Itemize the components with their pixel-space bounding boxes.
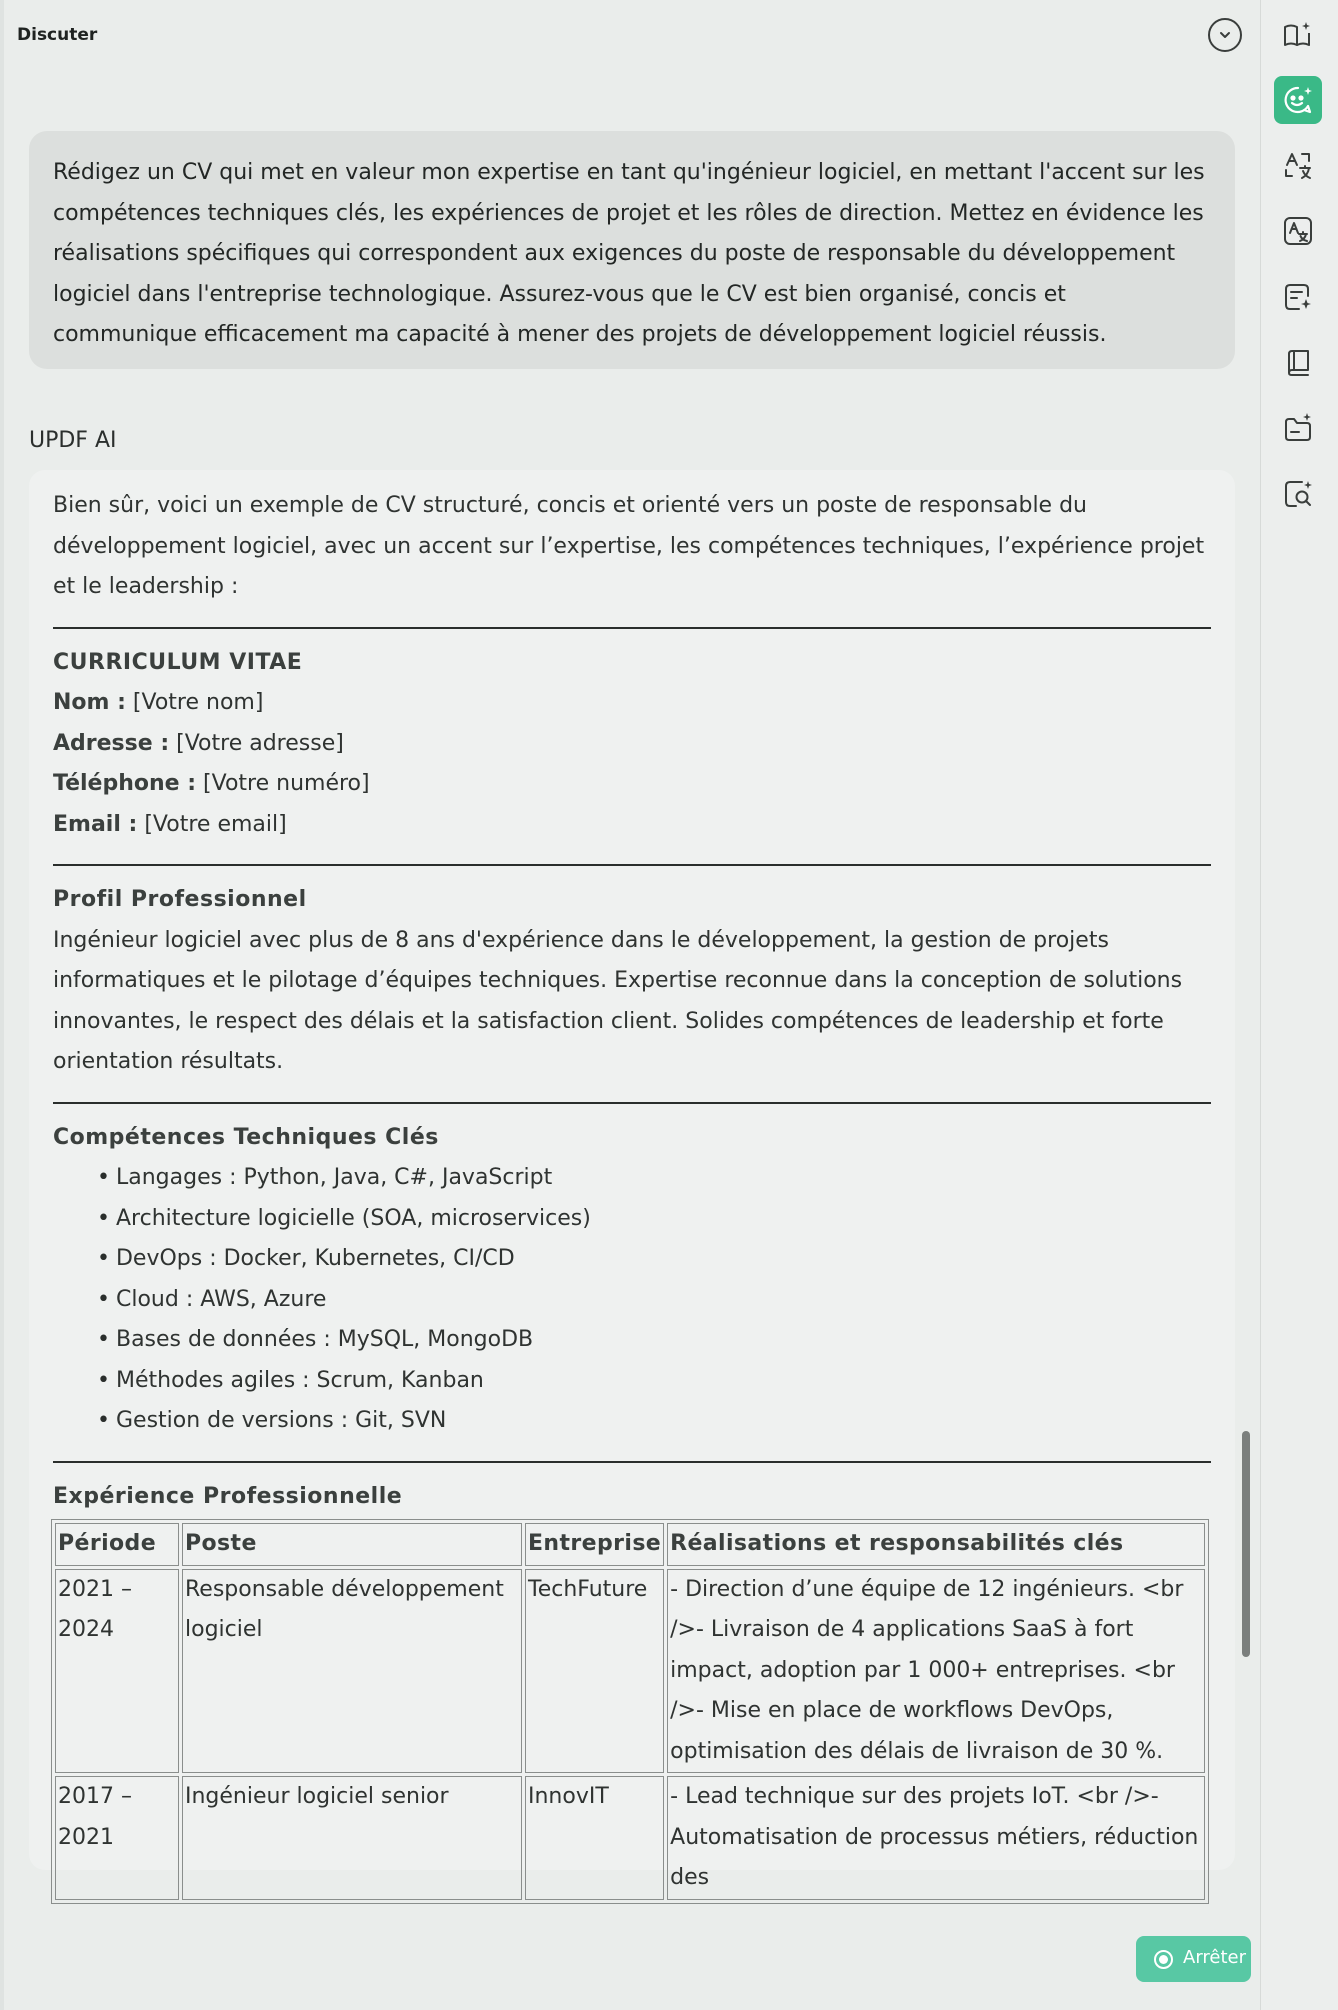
profile-title: Profil Professionnel bbox=[53, 887, 307, 912]
sidebar-item-translate[interactable] bbox=[1274, 142, 1322, 190]
history-button[interactable] bbox=[1208, 18, 1242, 52]
ai-response bbox=[29, 470, 1235, 1890]
summarize-icon bbox=[1282, 281, 1314, 313]
stop-button[interactable] bbox=[1136, 1936, 1251, 1982]
column-header: Poste bbox=[182, 1523, 522, 1566]
skill-item: • Langages : Python, Java, C#, JavaScript bbox=[97, 1158, 1211, 1199]
scrollbar-thumb[interactable] bbox=[1242, 1431, 1250, 1657]
cv-title: CURRICULUM VITAE bbox=[53, 649, 303, 675]
column-header: Période bbox=[55, 1523, 179, 1566]
contact-name bbox=[53, 683, 1211, 724]
profile-text: Ingénieur logiciel avec plus de 8 ans d'expérience dans le développement, la gestion de projets informatiques et le pilotage d’équipes techniques. Expertise reconnue dans la conception de solutions innovantes, le respect des délais et la satisfaction client. Solides compétences de leadership et forte orientation résultats. bbox=[53, 927, 1183, 1074]
table-cell: Ingénieur logiciel senior bbox=[182, 1776, 522, 1900]
divider bbox=[53, 627, 1211, 629]
stop-icon bbox=[1154, 1950, 1173, 1969]
user-message: Rédigez un CV qui met en valeur mon expertise en tant qu'ingénieur logiciel, en mettant l'accent sur les compétences techniques clés, les expériences de projet et les rôles de direction. Mettez en évidence les réalisations spécifiques qui correspondent aux exigences du poste de responsable du développement logiciel dans l'entreprise technologique. Assurez-vous que le CV est bien organisé, concis et communique efficacement ma capacité à mener des projets de développement logiciel réussis. bbox=[29, 131, 1235, 369]
ai-intro: Bien sûr, voici un exemple de CV structuré, concis et orienté vers un poste de responsable du développement logiciel, avec un accent sur l’expertise, les compétences techniques, l’expérience projet et le leadership : bbox=[53, 493, 1205, 599]
tool-sidebar bbox=[1260, 0, 1338, 2010]
book-sparkle-icon bbox=[1282, 19, 1314, 51]
contact-address bbox=[53, 724, 1211, 765]
table-cell: InnovIT bbox=[525, 1776, 664, 1900]
contact-value: [Votre email] bbox=[144, 811, 287, 837]
skills-title: Compétences Techniques Clés bbox=[53, 1124, 439, 1150]
stop-label: Arrêter bbox=[1183, 1947, 1247, 1968]
table-cell: - Direction d’une équipe de 12 ingénieurs. <br />- Livraison de 4 applications SaaS à fort impact, adoption par 1 000+ entreprises. <br />- Mise en place de workflows DevOps, optimisation des délais de livraison de 30 %. bbox=[667, 1569, 1205, 1774]
chat-scroll-area[interactable] bbox=[4, 72, 1260, 1890]
contact-label: Téléphone : bbox=[53, 771, 197, 796]
sidebar-item-translate-page[interactable] bbox=[1274, 207, 1322, 255]
contact-phone bbox=[53, 764, 1211, 805]
table-cell: - Lead technique sur des projets IoT. <br />- Automatisation de processus métiers, réduction des bbox=[667, 1776, 1205, 1900]
chat-ai-icon bbox=[1282, 84, 1314, 116]
table-row bbox=[55, 1776, 1205, 1900]
contact-value: [Votre adresse] bbox=[176, 730, 344, 756]
translate-icon bbox=[1282, 150, 1314, 182]
translate-box-icon bbox=[1282, 215, 1314, 247]
folder-sparkle-icon bbox=[1282, 412, 1314, 444]
contact-email bbox=[53, 805, 1211, 846]
skill-item: • Cloud : AWS, Azure bbox=[97, 1280, 1211, 1321]
table-row bbox=[55, 1569, 1205, 1774]
sidebar-item-notes[interactable] bbox=[1274, 339, 1322, 387]
sidebar-item-folder[interactable] bbox=[1274, 404, 1322, 452]
skills-list bbox=[97, 1158, 1211, 1442]
table-cell: TechFuture bbox=[525, 1569, 664, 1774]
sidebar-item-summarize[interactable] bbox=[1274, 273, 1322, 321]
column-header: Réalisations et responsabilités clés bbox=[667, 1523, 1205, 1566]
skill-item: • Gestion de versions : Git, SVN bbox=[97, 1401, 1211, 1442]
divider bbox=[53, 864, 1211, 866]
table-header-row bbox=[55, 1523, 1205, 1566]
column-header: Entreprise bbox=[525, 1523, 664, 1566]
experience-table bbox=[51, 1519, 1209, 1904]
table-cell: Responsable développement logiciel bbox=[182, 1569, 522, 1774]
skill-item: • Architecture logicielle (SOA, microservices) bbox=[97, 1199, 1211, 1240]
clock-history-icon bbox=[1215, 25, 1235, 45]
table-cell: 2017 – 2021 bbox=[55, 1776, 179, 1900]
chat-header bbox=[4, 0, 1260, 72]
table-cell: 2021 – 2024 bbox=[55, 1569, 179, 1774]
book-icon bbox=[1282, 347, 1314, 379]
contact-label: Nom : bbox=[53, 690, 126, 715]
skill-item: • Méthodes agiles : Scrum, Kanban bbox=[97, 1361, 1211, 1402]
skill-item: • Bases de données : MySQL, MongoDB bbox=[97, 1320, 1211, 1361]
search-document-icon bbox=[1282, 478, 1314, 510]
sidebar-item-read[interactable] bbox=[1274, 11, 1322, 59]
skill-item: • DevOps : Docker, Kubernetes, CI/CD bbox=[97, 1239, 1211, 1280]
experience-title: Expérience Professionnelle bbox=[53, 1483, 403, 1509]
sidebar-item-search[interactable] bbox=[1274, 470, 1322, 518]
ai-name-label: UPDF AI bbox=[29, 428, 117, 453]
contact-value: [Votre numéro] bbox=[203, 771, 370, 796]
contact-label: Adresse : bbox=[53, 730, 170, 756]
divider bbox=[53, 1461, 1211, 1463]
divider bbox=[53, 1102, 1211, 1104]
contact-label: Email : bbox=[53, 811, 138, 837]
panel-title: Discuter bbox=[17, 25, 98, 45]
chat-panel bbox=[4, 0, 1260, 2010]
contact-value: [Votre nom] bbox=[132, 690, 264, 715]
sidebar-item-chat[interactable] bbox=[1274, 76, 1322, 124]
